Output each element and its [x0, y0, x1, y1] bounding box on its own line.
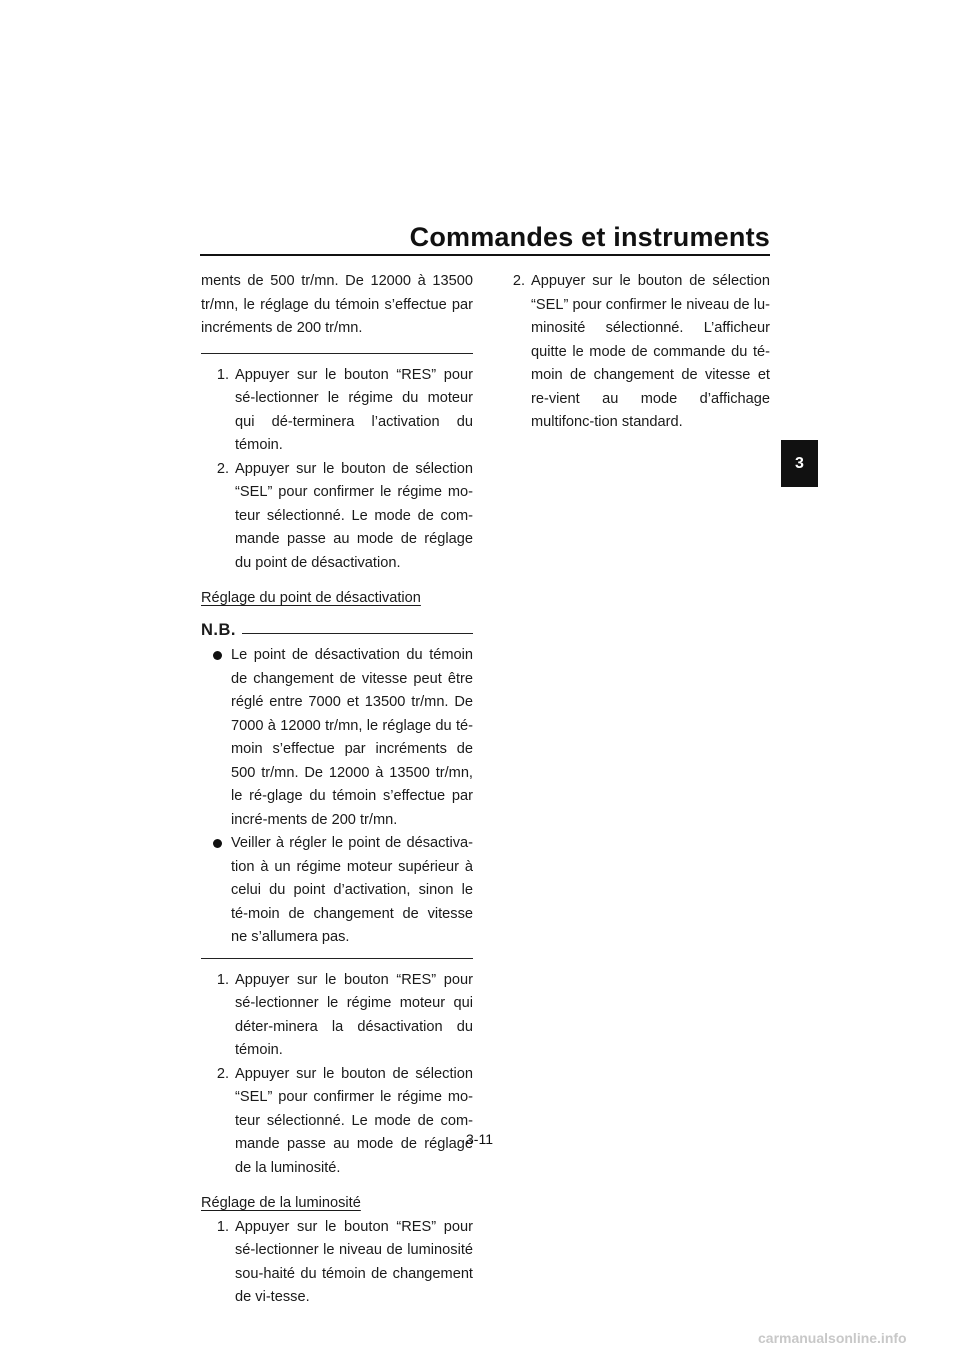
step-text: Appuyer sur le bouton “RES” pour sé-lectionner le niveau de luminosité sou-haité du témoin de changement de vi-tesse. [235, 1218, 473, 1305]
header-rule [200, 254, 770, 256]
nb-rule [242, 633, 473, 634]
list-item [201, 1216, 473, 1310]
right-column [497, 270, 770, 435]
step-text: Appuyer sur le bouton “RES” pour sé-lectionner le régime du moteur qui dé-terminera l’activation du témoin. [235, 366, 473, 453]
step-text: Appuyer sur le bouton de sélection “SEL” pour confirmer le régime mo-teur sélectionné. Le mode de com-mande passe au mode de réglage du point de désactivation. [235, 460, 473, 571]
steps-activation-list [201, 364, 473, 576]
step-number: 1. [216, 1218, 229, 1235]
list-item [201, 1063, 473, 1181]
bullet-text: Veiller à régler le point de désactiva-tion à un régime moteur supérieur à celui du point d’activation, sinon le té-moin de changement de vitesse ne s’allumera pas. [231, 835, 473, 945]
step-text: Appuyer sur le bouton de sélection “SEL” pour confirmer le régime mo-teur sélectionné. Le mode de com-mande passe au mode de réglage de la luminosité. [235, 1065, 473, 1176]
list-item [201, 969, 473, 1063]
intro-paragraph: ments de 500 tr/mn. De 12000 à 13500 tr/mn, le réglage du témoin s’effectue par incréments de 200 tr/mn. [201, 273, 473, 336]
nb-label: N.B. [201, 620, 236, 639]
step-number: 1. [216, 971, 229, 988]
nb-bullet-list [201, 644, 473, 950]
step-text: Appuyer sur le bouton de sélection “SEL” pour confirmer le niveau de lu-minosité sélectionné. L’afficheur quitte le mode de commande du té-moin de changement de vitesse et re-vient au mode d’affichage multifonc-tion standard. [531, 273, 770, 430]
list-item [201, 832, 473, 950]
subheading-deactivation: Réglage du point de désactivation [201, 590, 421, 606]
bullet-icon [201, 832, 231, 950]
list-item [201, 458, 473, 576]
nb-header [201, 619, 473, 643]
subheading-brightness: Réglage de la luminosité [201, 1195, 361, 1211]
divider [201, 958, 473, 959]
step-text: Appuyer sur le bouton “RES” pour sé-lectionner le régime moteur qui déter-minera la désactivation du témoin. [235, 971, 473, 1058]
page-number: 3-11 [466, 1131, 493, 1147]
list-item [201, 644, 473, 832]
watermark: carmanualsonline.info [758, 1330, 907, 1346]
page-title: Commandes et instruments [409, 222, 770, 252]
step-number: 2. [216, 460, 229, 477]
steps-deactivation-list [201, 969, 473, 1181]
step-number: 2. [216, 1065, 229, 1082]
left-column [201, 270, 473, 1310]
list-item [201, 364, 473, 458]
steps-brightness-continued-list [497, 270, 770, 435]
step-number: 1. [216, 366, 229, 383]
divider [201, 353, 473, 354]
step-number: 2. [512, 273, 525, 289]
list-item [497, 270, 770, 435]
steps-brightness-list [201, 1216, 473, 1310]
bullet-text: Le point de désactivation du témoin de changement de vitesse peut être réglé entre 7000 et 13500 tr/mn. De 7000 à 12000 tr/mn, le réglage du té-moin s’effectue par incréments de 500 tr/mn. De 12000 à 13500 tr/mn, le ré-glage du témoin s’effectue par incré-ments de 200 tr/mn. [231, 647, 473, 828]
chapter-tab: 3 [781, 440, 818, 487]
bullet-icon [201, 644, 231, 832]
